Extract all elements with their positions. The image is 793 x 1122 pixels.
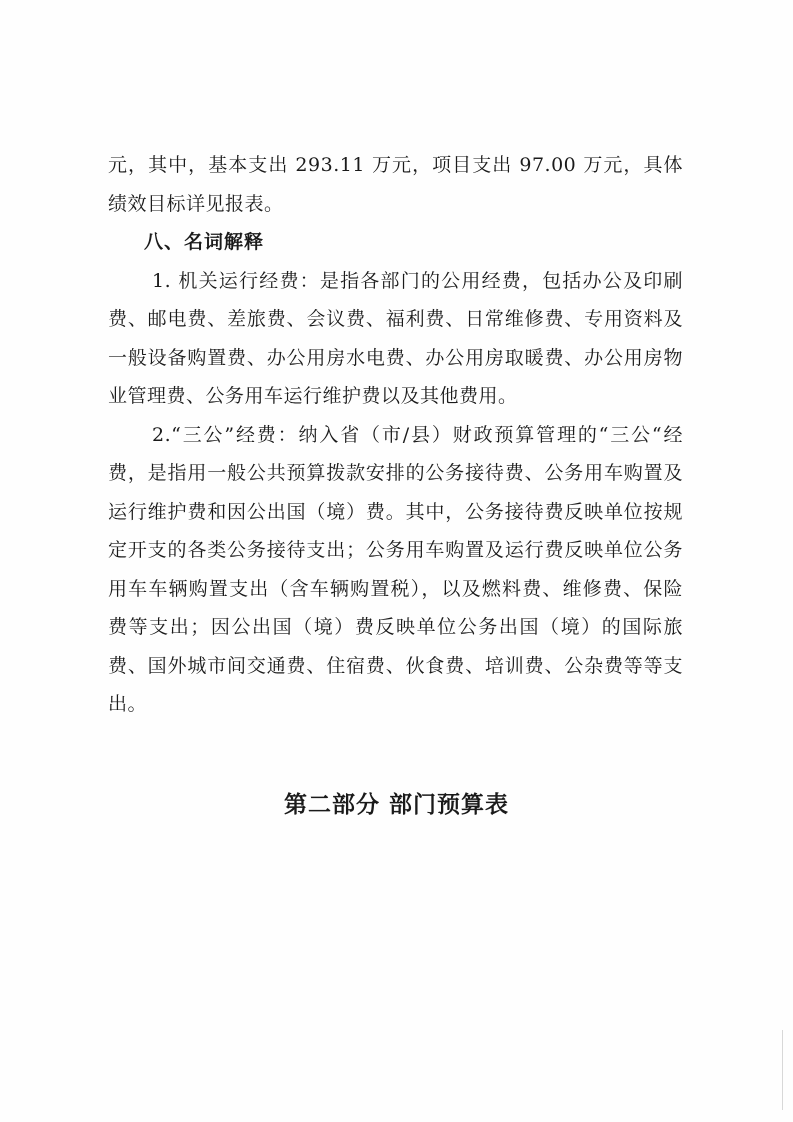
section-heading: 八、名词解释 <box>144 231 265 253</box>
term-definition-2: 2.“三公”经费：纳入省（市/县）财政预算管理的“三公“经费，是指用一般公共预算拨款安排的公务接待费、公务用车购置及运行维护费和因公出国（境）费。其中，公务接待费反映单位按规定开支的各类公务接待支出；公务用车购置及运行费反映单位公务用车车辆购置支出（含车辆购置税），以及燃料费、维修费、保险费等支出；因公出国（境）费反映单位公务出国（境）的国际旅费、国外城市间交通费、住宿费、伙食费、培训费、公杂费等等支出。 <box>108 423 683 715</box>
document-body <box>108 146 683 724</box>
term-definition-1: 1. 机关运行经费：是指各部门的公用经费，包括办公及印刷费、邮电费、差旅费、会议费、福利费、日常维修费、专用资料及一般设备购置费、办公用房水电费、办公用房取暖费、办公用房物业管理费、公务用车运行维护费以及其他费用。 <box>108 269 683 407</box>
scan-edge-line <box>782 1030 783 1110</box>
part-title: 第二部分 部门预算表 <box>283 791 509 818</box>
intro-paragraph: 元，其中，基本支出 293.11 万元，项目支出 97.00 万元，具体绩效目标详见报表。 <box>108 154 683 215</box>
